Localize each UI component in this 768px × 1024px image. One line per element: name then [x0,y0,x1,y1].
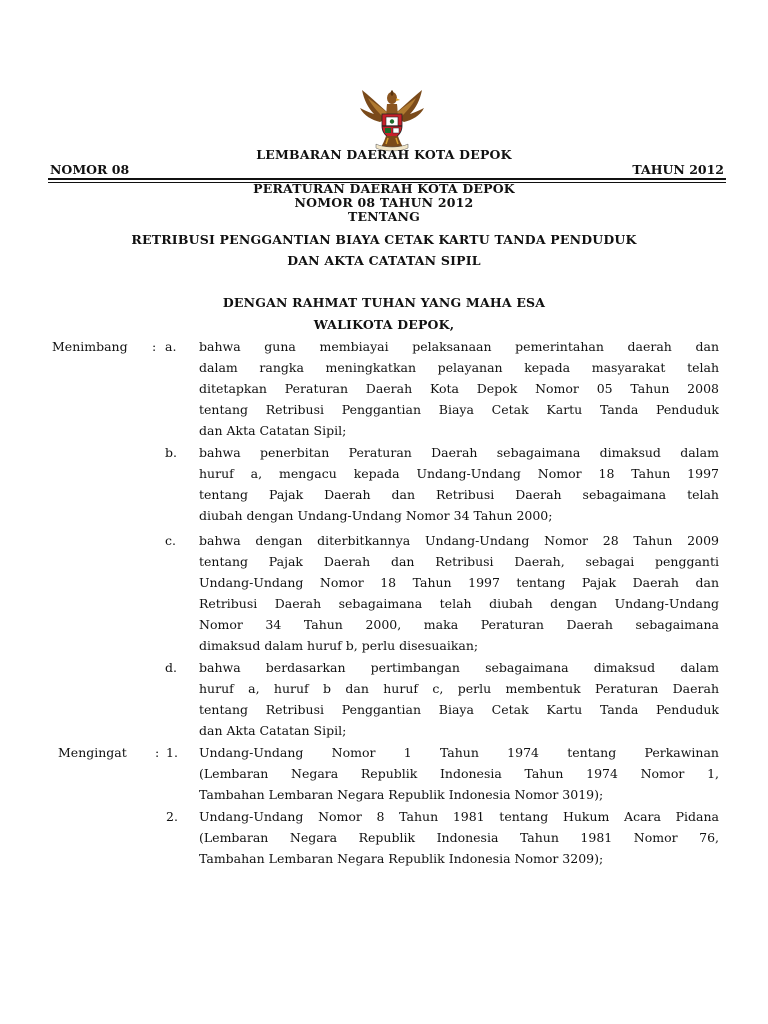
regulation-subject-line2: DAN AKTA CATATAN SIPIL [287,253,481,268]
menimbang-colon: : [152,339,157,354]
text-line: (Lembaran Negara Republik Indonesia Tahun 1981 Nomor 76, [199,830,719,845]
text-line: bahwa guna membiayai pelaksanaan pemerintahan daerah dan [199,339,719,354]
mengingat-item-2 [199,806,719,869]
text-line: Tambahan Lembaran Negara Republik Indonesia Nomor 3019); [199,787,604,802]
text-line: huruf a, mengacu kepada Undang-Undang Nomor 18 Tahun 1997 [199,466,719,481]
menimbang-marker-a: a. [165,339,177,354]
menimbang-item-b [199,442,719,526]
text-line: huruf a, huruf b dan huruf c, perlu membentuk Peraturan Daerah [199,681,719,696]
regulation-number: NOMOR 08 TAHUN 2012 [294,195,474,210]
text-line: (Lembaran Negara Republik Indonesia Tahun 1974 Nomor 1, [199,766,719,781]
regulation-title: PERATURAN DAERAH KOTA DEPOK [253,181,515,196]
mengingat-label: Mengingat [58,745,127,760]
mengingat-marker-1: 1. [166,745,178,760]
menimbang-marker-b: b. [165,445,177,460]
mengingat-item-1 [199,742,719,805]
gazette-title: LEMBARAN DAERAH KOTA DEPOK [256,147,512,162]
text-line: Retribusi Daerah sebagaimana telah diubah dengan Undang-Undang [199,596,719,611]
text-line: tentang Retribusi Penggantian Biaya Cetak Kartu Tanda Penduduk [199,702,719,717]
text-line: Undang-Undang Nomor 18 Tahun 1997 tentang Pajak Daerah dan [199,575,719,590]
garuda-emblem-icon [356,86,428,152]
text-line: dimaksud dalam huruf b, perlu disesuaikan; [199,638,479,653]
text-line: diubah dengan Undang-Undang Nomor 34 Tahun 2000; [199,508,553,523]
mengingat-colon: : [155,745,160,760]
text-line: Nomor 34 Tahun 2000, maka Peraturan Daerah sebagaimana [199,617,719,632]
menimbang-marker-c: c. [165,533,176,548]
text-line: bahwa dengan diterbitkannya Undang-Undang Nomor 28 Tahun 2009 [199,533,719,548]
regulation-about: TENTANG [347,209,421,224]
text-line: ditetapkan Peraturan Daerah Kota Depok Nomor 05 Tahun 2008 [199,381,719,396]
text-line: dan Akta Catatan Sipil; [199,423,347,438]
header-rule-thick [48,178,726,180]
issuer: WALIKOTA DEPOK, [313,317,455,332]
text-line: Undang-Undang Nomor 1 Tahun 1974 tentang Perkawinan [199,745,719,760]
regulation-subject-line1: RETRIBUSI PENGGANTIAN BIAYA CETAK KARTU TANDA PENDUDUK [131,232,637,247]
menimbang-item-a [199,336,719,441]
text-line: bahwa penerbitan Peraturan Daerah sebagaimana dimaksud dalam [199,445,719,460]
text-line: tentang Pajak Daerah dan Retribusi Daerah, sebagai pengganti [199,554,719,569]
text-line: Tambahan Lembaran Negara Republik Indonesia Nomor 3209); [199,851,604,866]
menimbang-marker-d: d. [165,660,177,675]
mengingat-marker-2: 2. [166,809,178,824]
text-line: tentang Retribusi Penggantian Biaya Cetak Kartu Tanda Penduduk [199,402,719,417]
text-line: dan Akta Catatan Sipil; [199,723,347,738]
gazette-year: TAHUN 2012 [632,162,724,177]
menimbang-label: Menimbang [52,339,128,354]
text-line: dalam rangka meningkatkan pelayanan kepada masyarakat telah [199,360,719,375]
gazette-number: NOMOR 08 [50,162,130,177]
text-line: bahwa berdasarkan pertimbangan sebagaimana dimaksud dalam [199,660,719,675]
menimbang-item-c [199,530,719,656]
text-line: tentang Pajak Daerah dan Retribusi Daerah sebagaimana telah [199,487,719,502]
text-line: Undang-Undang Nomor 8 Tahun 1981 tentang Hukum Acara Pidana [199,809,719,824]
menimbang-item-d [199,657,719,741]
invocation: DENGAN RAHMAT TUHAN YANG MAHA ESA [222,295,546,310]
